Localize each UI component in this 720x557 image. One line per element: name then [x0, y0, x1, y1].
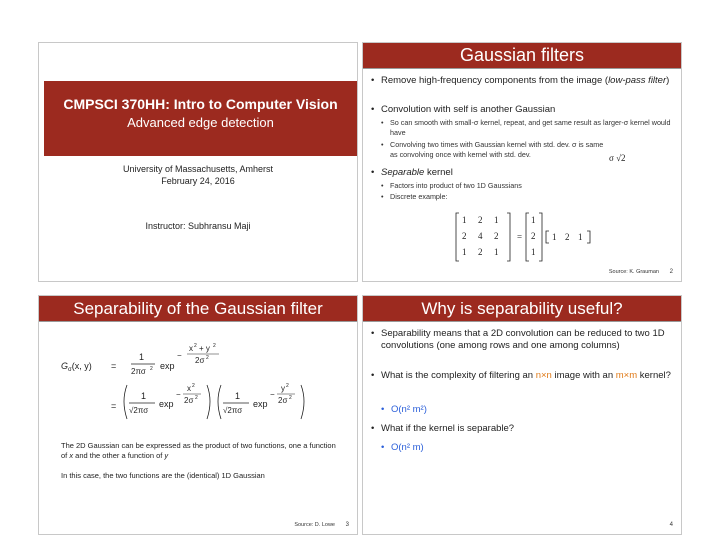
slide-title: Why is separability useful?	[363, 296, 681, 321]
page-number: 4	[669, 522, 673, 528]
matrix-cell: 1	[494, 215, 499, 225]
answer-nonseparable: • O(n² m²)	[381, 404, 661, 416]
svg-text:−: −	[176, 390, 181, 399]
bullet-text-end: )	[666, 75, 670, 86]
svg-text:2σ: 2σ	[184, 396, 194, 405]
svg-text:√2πσ: √2πσ	[129, 406, 149, 415]
svg-text:2: 2	[286, 383, 289, 389]
bullet-complexity: • What is the complexity of filtering an n×n image with an m×m kernel?	[371, 370, 671, 382]
matrix-cell: 2	[462, 231, 467, 241]
matrix-cell: 2	[478, 247, 483, 257]
bullet-convolution: • Convolution with self is another Gaussian	[371, 104, 671, 116]
source-credit: Source: D. Lowe	[294, 522, 335, 528]
source-credit: Source: K. Grauman	[608, 269, 659, 275]
slide-2	[362, 42, 682, 282]
sub-bullet-smooth: • So can smooth with small-σ kernel, repeat, and get same result as larger-σ kernel would have	[381, 118, 671, 137]
row-vector-cell: 2	[565, 232, 570, 242]
svg-text:2σ: 2σ	[278, 396, 288, 405]
slide-title: Gaussian filters	[363, 43, 681, 68]
svg-text:2: 2	[192, 383, 195, 389]
gaussian-formula	[59, 341, 349, 431]
svg-text:1: 1	[139, 352, 145, 362]
matrix-cell: 1	[462, 247, 467, 257]
course-title: CMPSCI 370HH: Intro to Computer Vision	[63, 96, 338, 112]
bullet-lowpass	[371, 75, 671, 87]
bullet-text: Remove high-frequency components from the image (	[381, 75, 609, 86]
title-rule	[363, 68, 681, 69]
lecture-title: Advanced edge detection	[127, 115, 274, 130]
svg-text:−: −	[177, 351, 182, 360]
bullet-emphasis: Separable	[381, 167, 425, 178]
slide-1	[38, 42, 358, 282]
affiliation-block	[39, 163, 357, 187]
svg-text:2: 2	[206, 355, 209, 361]
row-vector-cell: 1	[578, 232, 583, 242]
instructor: Instructor: Subhransu Maji	[145, 221, 251, 231]
sub-bullet-factors: • Factors into product of two 1D Gaussians	[381, 181, 671, 191]
svg-text:−: −	[270, 390, 275, 399]
svg-text:√2πσ: √2πσ	[223, 406, 243, 415]
title-rule	[363, 321, 681, 322]
answer-separable: • O(n² m)	[381, 442, 661, 454]
university: University of Massachusetts, Amherst	[122, 164, 274, 174]
svg-text:1: 1	[235, 391, 241, 401]
svg-text:2: 2	[213, 343, 216, 349]
bullet-emphasis: low-pass filter	[608, 75, 667, 86]
row-vector-cell: 1	[552, 232, 557, 242]
lecture-date: February 24, 2016	[161, 176, 235, 186]
identical-gaussian-note: In this case, the two functions are the (identical) 1D Gaussian	[61, 471, 265, 480]
page-number: 3	[345, 522, 349, 528]
slide-3	[38, 295, 358, 535]
matrix-cell: 2	[494, 231, 499, 241]
matrix-cell: 2	[478, 215, 483, 225]
separability-note: The 2D Gaussian can be expressed as the product of two functions, one a function of x and the other a function of y	[61, 441, 336, 460]
svg-text:2: 2	[194, 343, 197, 349]
svg-text:2σ: 2σ	[195, 356, 205, 365]
title-band	[44, 81, 357, 156]
matrix-cell: 1	[494, 247, 499, 257]
matrix-cell: 4	[478, 231, 483, 241]
svg-text:2: 2	[289, 395, 292, 401]
equals-sign: =	[517, 232, 523, 242]
svg-text:=: =	[111, 401, 117, 411]
matrix-equation	[455, 211, 595, 263]
svg-text:1: 1	[141, 391, 147, 401]
column-vector-cell: 1	[531, 215, 536, 225]
svg-text:=: =	[111, 361, 117, 371]
slide-title: Separability of the Gaussian filter	[39, 296, 357, 321]
matrix-cell: 1	[462, 215, 467, 225]
svg-text:+ y: + y	[199, 344, 210, 353]
column-vector-cell: 2	[531, 231, 536, 241]
svg-text:exp: exp	[253, 399, 268, 409]
slide-4	[362, 295, 682, 535]
svg-text:y: y	[281, 384, 285, 393]
sigma-sqrt2: σ √2	[609, 153, 626, 163]
sub-bullet-example: • Discrete example:	[381, 192, 671, 202]
svg-text:x: x	[187, 384, 191, 393]
bullet-separable-question: • What if the kernel is separable?	[371, 423, 671, 435]
svg-text:2πσ: 2πσ	[131, 367, 146, 376]
svg-text:exp: exp	[159, 399, 174, 409]
column-vector-cell: 1	[531, 247, 536, 257]
svg-text:exp: exp	[160, 361, 175, 371]
svg-text:x: x	[189, 344, 193, 353]
bullet-separable: • Separable kernel	[371, 167, 671, 179]
svg-text:Gσ(x, y): $G_\sigma(x$, y)	[61, 361, 92, 373]
svg-text:2: 2	[195, 395, 198, 401]
title-rule	[39, 321, 357, 322]
sub-bullet-std-dev: • Convolving two times with Gaussian kernel with std. dev. σ is same as convolving once with kernel with std. dev.	[381, 140, 611, 159]
page-number: 2	[669, 269, 673, 275]
bullet-separability: • Separability means that a 2D convolution can be reduced to two 1D convolutions (one among rows and one among columns)	[371, 328, 671, 352]
svg-text:2: 2	[150, 366, 153, 372]
